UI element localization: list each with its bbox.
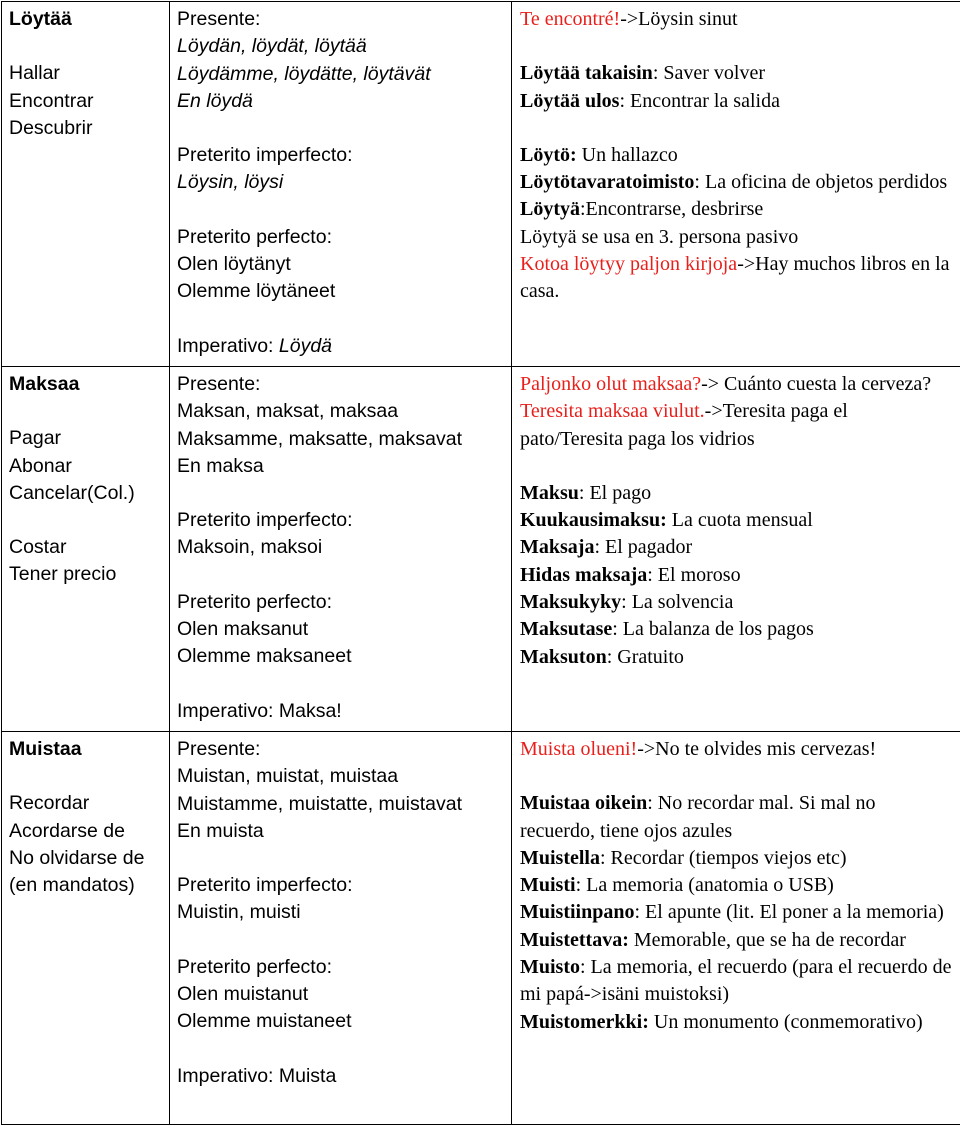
meaning: Descubrir <box>9 116 93 139</box>
derived-word: Maksuton: Gratuito <box>520 645 684 668</box>
example-sentence: Teresita maksaa viulut.->Teresita paga el pato/Teresita paga los vidrios <box>520 400 848 450</box>
tense-label: Preterito imperfecto: <box>177 874 353 897</box>
conjugation: Olen muistanut <box>177 983 309 1006</box>
meaning: Acordarse de <box>9 819 125 842</box>
derived-word: Maksutase: La balanza de los pagos <box>520 618 814 641</box>
derived-word: Muistettava: Memorable, que se ha de recordar <box>520 928 906 951</box>
meaning: Costar <box>9 536 67 559</box>
conjugation-cell <box>170 367 512 732</box>
meaning: Abonar <box>9 454 72 477</box>
tense-label: Preterito perfecto: <box>177 225 332 248</box>
tense-label: Imperativo: <box>177 1064 279 1087</box>
tense-label: Preterito imperfecto: <box>177 509 353 532</box>
tense-label: Preterito perfecto: <box>177 955 332 978</box>
tense-label: Preterito imperfecto: <box>177 144 353 167</box>
verb-title: Maksaa <box>9 373 80 395</box>
tense-label: Preterito perfecto: <box>177 590 332 613</box>
verb-table <box>1 1 960 1125</box>
conjugation: En maksa <box>177 454 264 477</box>
verb-title: Löytää <box>9 8 72 30</box>
conjugation: Olen löytänyt <box>177 253 291 276</box>
conjugation: Löydän, löydät, löytää <box>177 35 367 58</box>
meaning: Recordar <box>9 792 90 815</box>
conjugation: Olen maksanut <box>177 618 309 641</box>
meaning: Hallar <box>9 62 60 85</box>
derived-word: Muisti: La memoria (anatomia o USB) <box>520 874 834 897</box>
derived-word: Maksukyky: La solvencia <box>520 591 734 614</box>
conjugation: En löydä <box>177 89 253 112</box>
conjugation: En muista <box>177 819 264 842</box>
derived-word: Muistaa oikein: No recordar mal. Si mal no recuerdo, tiene ojos azules <box>520 792 876 842</box>
conjugation: Löydä <box>278 334 333 357</box>
conjugation: Muistin, muisti <box>177 901 301 924</box>
imperative <box>177 1063 505 1090</box>
derived-word: Löytötavaratoimisto: La oficina de objetos perdidos <box>520 171 948 194</box>
conjugation: Maksan, maksat, maksaa <box>177 400 399 423</box>
derived-word: Muisto: La memoria, el recuerdo (para el recuerdo de mi papá->isäni muistoksi) <box>520 956 952 1006</box>
tense-label: Presente: <box>177 738 261 760</box>
table-row <box>2 367 960 732</box>
imperative <box>177 698 505 725</box>
meaning: Encontrar <box>9 89 94 112</box>
derived-word: Maksaja: El pagador <box>520 536 693 559</box>
meaning: No olvidarse de <box>9 846 145 869</box>
conjugation-cell <box>170 732 512 1125</box>
derived-word: Löytyä:Encontrarse, desbrirse <box>520 198 764 221</box>
conjugation: Olemme muistaneet <box>177 1010 352 1033</box>
conjugation: Löydämme, löydätte, löytävät <box>177 62 431 85</box>
tense-label: Imperativo: <box>177 699 279 722</box>
conjugation-cell <box>170 2 512 367</box>
derived-word: Kuukausimaksu: La cuota mensual <box>520 509 813 532</box>
conjugation: Muistamme, muistatte, muistavat <box>177 792 462 815</box>
examples-cell <box>512 367 960 732</box>
derived-word: Löytää ulos: Encontrar la salida <box>520 89 780 112</box>
meaning: (en mandatos) <box>9 874 135 897</box>
derived-word: Löytö: Un hallazco <box>520 143 678 166</box>
conjugation: Muistan, muistat, muistaa <box>177 765 399 788</box>
derived-word: Hidas maksaja: El moroso <box>520 563 741 586</box>
derived-word: Muistiinpano: El apunte (lit. El poner a la memoria) <box>520 901 944 924</box>
conjugation: Muista <box>278 1064 337 1087</box>
table-row <box>2 732 960 1125</box>
table-row <box>2 2 960 367</box>
tense-label: Imperativo: <box>177 334 279 357</box>
verb-title: Muistaa <box>9 738 82 760</box>
example-sentence: Paljonko olut maksaa?-> Cuánto cuesta la cerveza? <box>520 373 932 395</box>
conjugation: Maksamme, maksatte, maksavat <box>177 427 462 450</box>
tense-label: Presente: <box>177 373 261 395</box>
meaning: Cancelar(Col.) <box>9 481 135 504</box>
derived-word: Löytää takaisin: Saver volver <box>520 62 765 85</box>
verb-cell <box>2 732 170 1125</box>
verb-cell <box>2 367 170 732</box>
example-sentence: Kotoa löytyy paljon kirjoja->Hay muchos libros en la casa. <box>520 253 950 303</box>
example-sentence: Te encontré!->Löysin sinut <box>520 8 738 30</box>
derived-word: Muistella: Recordar (tiempos viejos etc) <box>520 846 847 869</box>
derived-word: Muistomerkki: Un monumento (conmemorativo) <box>520 1010 923 1033</box>
conjugation: Löysin, löysi <box>177 171 284 194</box>
usage-note: Löytyä se usa en 3. persona pasivo <box>520 225 799 248</box>
examples-cell <box>512 732 960 1125</box>
derived-word: Maksu: El pago <box>520 481 652 504</box>
conjugation: Olemme maksaneet <box>177 645 352 668</box>
examples-cell <box>512 2 960 367</box>
meaning: Pagar <box>9 427 62 450</box>
meaning: Tener precio <box>9 563 117 586</box>
tense-label: Presente: <box>177 8 261 30</box>
example-sentence: Muista olueni!->No te olvides mis cervezas! <box>520 738 877 760</box>
document-page <box>1 1 958 1129</box>
conjugation: Olemme löytäneet <box>177 280 336 303</box>
conjugation: Maksoin, maksoi <box>177 536 323 559</box>
verb-cell <box>2 2 170 367</box>
imperative <box>177 333 505 360</box>
conjugation: Maksa! <box>278 699 342 722</box>
